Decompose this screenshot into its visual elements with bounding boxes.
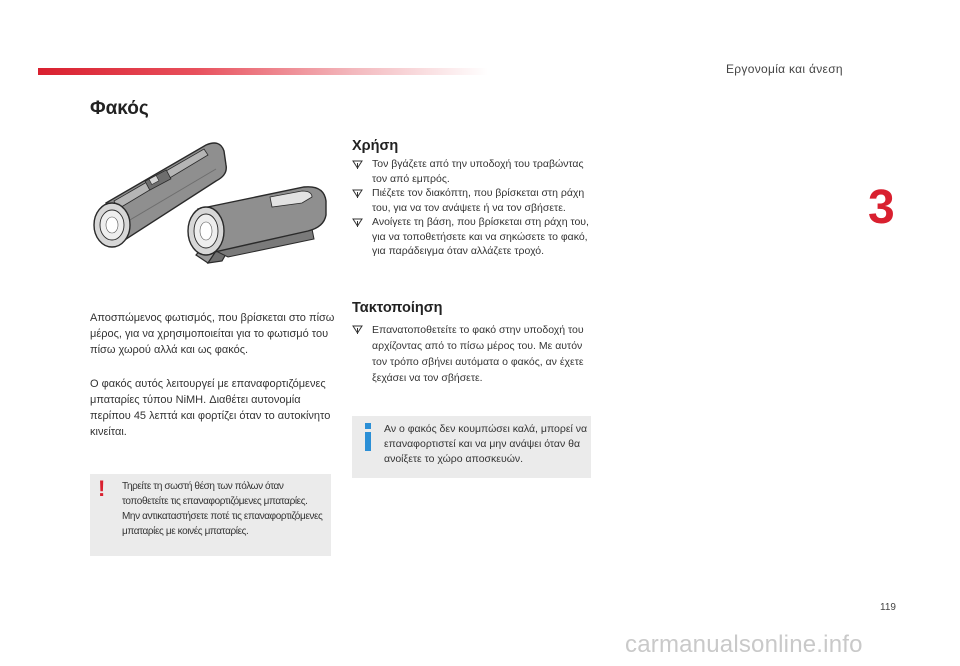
arrow-marker-icon bbox=[352, 188, 363, 199]
exclamation-icon: ! bbox=[98, 476, 106, 501]
storage-title: Τακτοποίηση bbox=[352, 300, 443, 316]
list-item bbox=[352, 215, 597, 259]
chapter-title: Εργονομία και άνεση bbox=[726, 62, 843, 76]
arrow-marker-icon bbox=[352, 159, 363, 170]
arrow-marker-icon bbox=[352, 324, 363, 335]
page-number: 119 bbox=[880, 602, 896, 613]
warning-text: Τηρείτε τη σωστή θέση των πόλων όταν τοποθετείτε τις επαναφορτιζόμενες μπαταρίες. Μην αντικαταστήσετε ποτέ τις επαναφορτιζόμενες μπαταρίες με κοινές μπαταρίες. bbox=[122, 481, 323, 537]
intro-paragraph: Αποσπώμενος φωτισμός, που βρίσκεται στο πίσω μέρος, για να χρησιμοποιείται για το φωτισμό του πίσω χωρού αλλά και ως φακός. bbox=[90, 312, 335, 356]
list-item-text: Ανοίγετε τη βάση, που βρίσκεται στη ράχη του, για να τοποθετήσετε και να σηκώσετε το φακό, για παράδειγμα όταν αλλάζετε τροχό. bbox=[372, 216, 589, 257]
page-title: Φακός bbox=[90, 98, 149, 119]
battery-paragraph: Ο φακός αυτός λειτουργεί με επαναφορτιζόμενες μπαταρίες τύπου NiMH. Διαθέτει αυτονομία περίπου 45 λεπτά και φορτίζει όταν το αυτοκίνητο κινείται. bbox=[90, 378, 331, 438]
list-item bbox=[352, 186, 597, 215]
usage-list bbox=[352, 157, 597, 259]
chapter-color-bar bbox=[38, 68, 488, 75]
chapter-number: 3 bbox=[868, 181, 895, 234]
flashlight-icon bbox=[88, 135, 338, 300]
warning-box bbox=[90, 474, 331, 556]
usage-title: Χρήση bbox=[352, 138, 399, 154]
storage-list bbox=[352, 322, 597, 386]
arrow-marker-icon bbox=[352, 217, 363, 228]
watermark: carmanualsonline.info bbox=[625, 631, 863, 658]
list-item bbox=[352, 157, 597, 186]
info-text: Αν ο φακός δεν κουμπώσει καλά, μπορεί να επαναφορτιστεί και να μην ανάψει όταν θα ανοίξετε το χώρο αποσκευών. bbox=[384, 423, 588, 465]
list-item bbox=[352, 322, 597, 386]
list-item-text: Τον βγάζετε από την υποδοχή του τραβώντας τον από εμπρός. bbox=[372, 158, 584, 185]
list-item-text: Πιέζετε τον διακόπτη, που βρίσκεται στη ράχη του, για να τον ανάψετε ή να τον σβήσετε. bbox=[372, 187, 585, 214]
flashlight-front bbox=[188, 187, 326, 263]
info-box bbox=[352, 416, 591, 478]
list-item-text: Επανατοποθετείτε το φακό στην υποδοχή του αρχίζοντας από το πίσω μέρος του. Με αυτόν τον τρόπο σβήνει αυτόματα ο φακός, αν έχετε ξεχάσει να τον σβήσετε. bbox=[372, 324, 584, 384]
info-icon bbox=[363, 422, 373, 452]
